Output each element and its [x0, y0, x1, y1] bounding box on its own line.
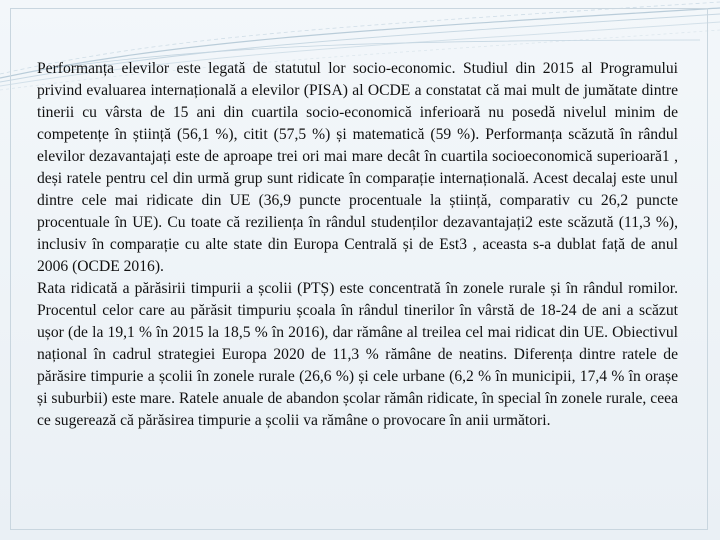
paragraph-early-school-leaving: Rata ridicată a părăsirii timpurii a școlii (PTȘ) este concentrată în zonele rurale și în rândul romilor. Procentul celor care au părăsit timpuriu școala în rândul tinerilor în vârstă de 18-24 de ani a scăzut ușor (de la 19,1 % în 2015 la 18,5 % în 2016), dar rămâne al treilea cel mai ridicat din UE. Obiectivul național în cadrul strategiei Europa 2020 de 11,3 % rămâne de neatins. Diferența dintre ratele de părăsire timpurie a școlii în zonele rurale (26,6 %) și cele urbane (6,2 % în municipii, 17,4 % în orașe și suburbii) este mare. Ratele anuale de abandon școlar rămân ridicate, în special în zonele rurale, ceea ce sugerează că părăsirea timpurie a școlii va rămâne o provocare în anii următori. — [37, 280, 678, 429]
body-text — [37, 58, 678, 432]
paragraph-performance: Performanța elevilor este legată de statutul lor socio-economic. Studiul din 2015 al Programului privind evaluarea internațională a elevilor (PISA) al OCDE a constatat că mai mult de jumătate dintre tinerii cu vârsta de 15 ani din cuartila socio-economică inferioară nu posedă nivelul minim de competențe în știință (56,1 %), citit (57,5 %) și matematică (59 %). Performanța scăzută în rândul elevilor dezavantajați este de aproape trei ori mai mare decât în cuartila socioeconomică superioară1 , deși ratele pentru cel din urmă grup sunt ridicate în comparație internațională. Acest decalaj este unul dintre cele mai ridicate din UE (36,9 puncte procentuale la știință, comparativ cu 26,2 puncte procentuale în UE). Cu toate că reziliența în rândul studenților dezavantajați2 este scăzută (11,3 %), inclusiv în comparație cu alte state din Europa Centrală și de Est3 , aceasta s-a dublat față de anul 2006 (OCDE 2016). — [37, 60, 678, 275]
